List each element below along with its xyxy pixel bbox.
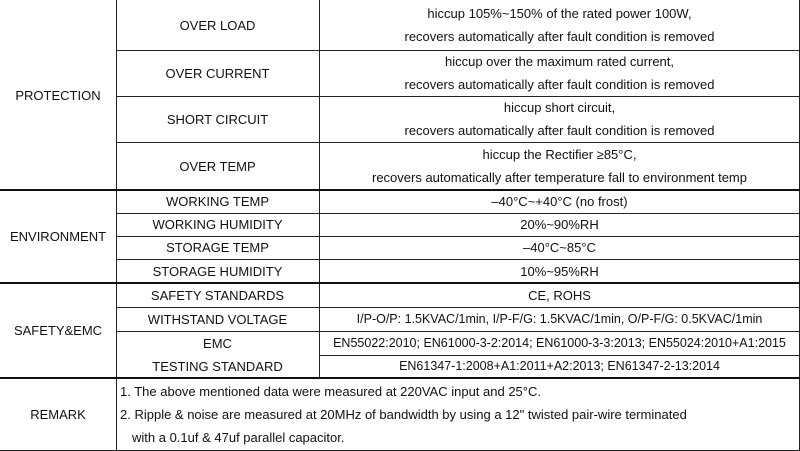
remark-section-label: REMARK xyxy=(30,407,86,422)
grid-line xyxy=(116,213,800,214)
short-circuit-value xyxy=(319,96,800,142)
short-circuit-line2: recovers automatically after fault condition is removed xyxy=(404,123,715,138)
over-temp-label: OVER TEMP xyxy=(179,158,256,174)
storage-temp-label: STORAGE TEMP xyxy=(166,240,269,255)
over-load-line2: recovers automatically after fault condition is removed xyxy=(404,29,715,44)
grid-line xyxy=(116,142,800,143)
grid-line xyxy=(319,355,800,356)
short-circuit-line1: hiccup short circuit, xyxy=(503,100,616,115)
over-current-label: OVER CURRENT xyxy=(165,65,270,81)
storage-humidity-value: 10%~95%RH xyxy=(520,263,599,279)
over-current-line2: recovers automatically after fault condition is removed xyxy=(404,77,715,92)
safety-standards-value: CE, ROHS xyxy=(528,287,591,303)
over-temp-value xyxy=(319,142,800,190)
emc-testing-label xyxy=(116,331,319,378)
grid-line xyxy=(116,331,800,332)
working-humidity-label: WORKING HUMIDITY xyxy=(152,217,283,232)
grid-line xyxy=(116,259,800,260)
over-current-line1: hiccup over the maximum rated current, xyxy=(444,54,675,69)
safety-emc-section-label: SAFETY&EMC xyxy=(13,323,103,338)
remark-line1: 1. The above mentioned data were measured at 220VAC input and 25°C. xyxy=(120,384,541,399)
storage-temp-value: –40°C~85°C xyxy=(523,240,596,255)
short-circuit-label: SHORT CIRCUIT xyxy=(166,111,269,127)
withstand-voltage-value: I/P-O/P: 1.5KVAC/1min, I/P-F/G: 1.5KVAC/1min, O/P-F/G: 0.5KVAC/1min xyxy=(356,311,763,326)
working-temp-label: WORKING TEMP xyxy=(165,194,270,209)
section-divider xyxy=(0,282,800,284)
over-load-line1: hiccup 105%~150% of the rated power 100W, xyxy=(427,6,692,21)
grid-line xyxy=(116,236,800,237)
storage-humidity-label: STORAGE HUMIDITY xyxy=(152,263,283,279)
remark-text xyxy=(116,378,800,451)
grid-line xyxy=(116,96,800,97)
emc-testing-value-line2: EN61347-1:2008+A1:2011+A2:2013; EN61347-2-13:2014 xyxy=(399,359,720,373)
grid-line xyxy=(116,307,800,308)
over-current-value xyxy=(319,50,800,96)
over-temp-line1: hiccup the Rectifier ≥85°C, xyxy=(482,147,637,162)
section-divider xyxy=(0,377,800,379)
withstand-voltage-label: WITHSTAND VOLTAGE xyxy=(147,311,288,327)
grid-line xyxy=(116,378,117,451)
working-temp-value: –40°C~+40°C (no frost) xyxy=(491,194,628,209)
over-load-label: OVER LOAD xyxy=(179,17,256,33)
remark-line3: with a 0.1uf & 47uf parallel capacitor. xyxy=(132,430,345,445)
protection-section-label: PROTECTION xyxy=(15,87,101,103)
over-load-value xyxy=(319,0,800,50)
emc-testing-label-line1: EMC xyxy=(203,335,232,351)
emc-testing-label-line2: TESTING STANDARD xyxy=(152,358,283,374)
grid-line xyxy=(116,50,800,51)
remark-line2: 2. Ripple & noise are measured at 20MHz of bandwidth by using a 12" twisted pair-wire terminated xyxy=(120,407,687,422)
over-temp-line2: recovers automatically after temperature fall to environment temp xyxy=(371,170,747,185)
safety-standards-label: SAFETY STANDARDS xyxy=(150,287,285,303)
section-divider xyxy=(0,189,800,191)
environment-section-label: ENVIRONMENT xyxy=(9,229,107,244)
emc-testing-value-line1: EN55022:2010; EN61000-3-2:2014; EN61000-3-3:2013; EN55024:2010+A1:2015 xyxy=(333,335,786,350)
working-humidity-value: 20%~90%RH xyxy=(520,217,599,232)
